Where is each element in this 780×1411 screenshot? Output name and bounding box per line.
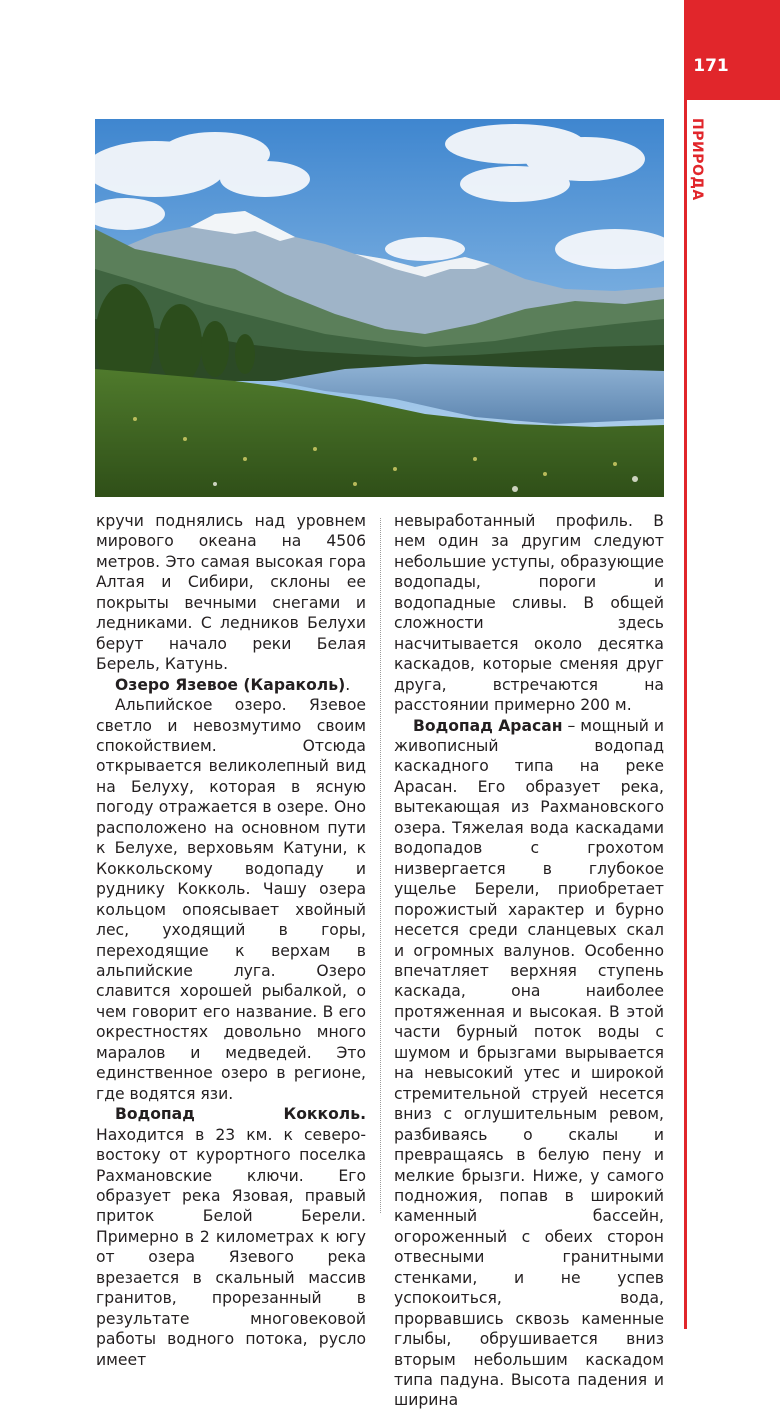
section-label: ПРИРОДА (689, 118, 705, 201)
arasan-text: – мощный и живописный водопад каскадного типа на реке Арасан. Его образует река, вытекающая из Рахмановского озера. Тяжелая вода каскадами водопадов с грохотом низвергается в глубокое ущелье Берели, приобретает порожистый характер и бурно несется среди сланцевых скал и огромных валунов. Особенно впечатляет верхняя ступень каскада, она наиболее протяженная и высокая. В этой части бурный поток воды с шумом и брызгами вырывается на невысокий утес и широкой стремительной струей несется вниз с оглушительным ревом, разбиваясь о скалы и превращаясь в белую пену и мелкие брызги. Ниже, у самого подножия, попав в широкий каменный бассейн, огороженный с обеих сторон отвесными гранитными стенками, и не успев успокоиться, вода, прорвавшись сквозь каменные глыбы, обрушивается вниз вторым небольшим каскадом типа падуна. Высота падения и ширина (394, 716, 664, 1410)
page-number: 171 (693, 56, 729, 76)
page-number-tab (686, 0, 780, 100)
landscape-photo (95, 119, 664, 497)
lake-heading-paragraph (96, 675, 366, 695)
lake-heading-tail: . (345, 675, 351, 694)
arasan-heading: Водопад Арасан (413, 716, 563, 735)
left-column (96, 511, 366, 1370)
paragraph: кручи поднялись над уровнем мирового океана на 4506 метров. Это самая высокая гора Алтая и Сибири, склоны ее покрыты вечными снегами и ледниками. С ледников Белухи берут начало реки Белая Берель, Катунь. (96, 512, 366, 674)
paragraph: Альпийское озеро. Язевое светло и невозмутимо своим спокойствием. Отсюда открывается великолепный вид на Белуху, которая в ясную погоду отражается в озере. Оно расположено на основном пути к Белухе, верховьям Катуни, к Коккольскому водопаду и руднику Кокколь. Чашу озера кольцом опоясывает хвойный лес, уходящий в горы, переходящие к верхам в альпийские луга. Озеро славится хорошей рыбалкой, о чем говорит его название. В его окрестностях довольно много маралов и медведей. Это единственное озеро в регионе, где водятся язи. (96, 696, 366, 1103)
arasan-paragraph (394, 716, 664, 1411)
right-column (394, 511, 664, 1411)
column-divider (380, 518, 381, 1213)
lake-heading: Озеро Язевое (Караколь) (115, 675, 346, 694)
falls-paragraph (96, 1104, 366, 1370)
falls-heading: Водопад Кокколь. (115, 1105, 366, 1124)
falls-text: Находится в 23 км. к северо-востоку от курортного поселка Рахмановские ключи. Его образует река Язовая, правый приток Белой Берели. Примерно в 2 километрах к югу от озера Язевого река врезается в скальный массив гранитов, прорезанный в результате многовековой работы водного потока, русло имеет (96, 1125, 366, 1369)
paragraph: невыработанный профиль. В нем один за другим следуют небольшие уступы, образующие водопады, пороги и водопадные сливы. В общей сложности здесь насчитывается около десятка каскадов, которые сменяя друг друга, встречаются на расстоянии примерно 200 м. (394, 512, 664, 715)
